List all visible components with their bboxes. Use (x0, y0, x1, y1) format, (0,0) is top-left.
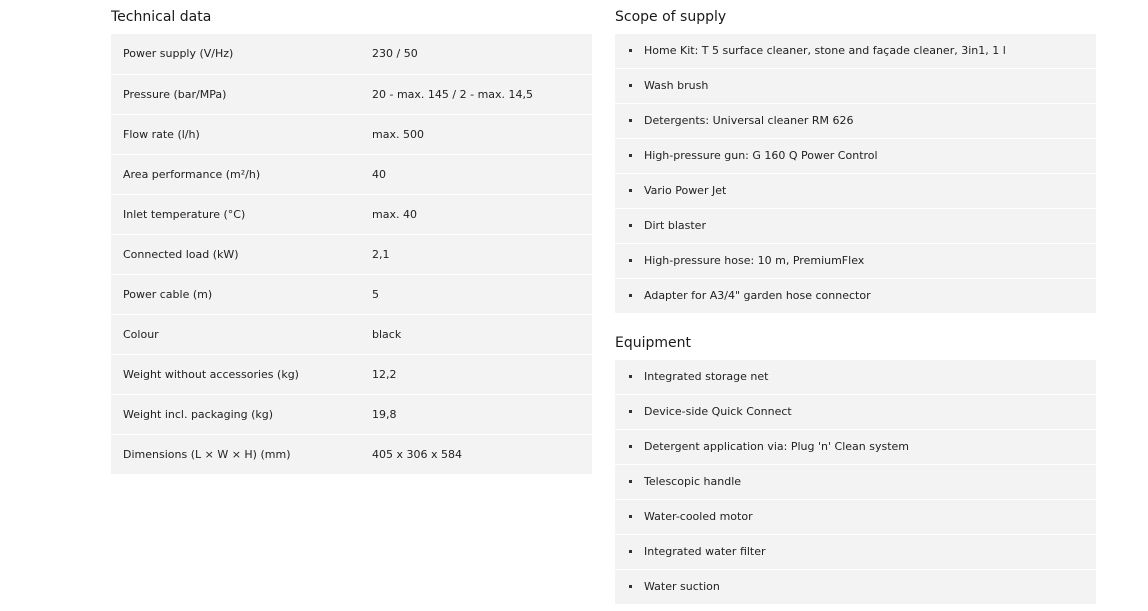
list-item (615, 535, 1096, 570)
spec-value: 5 (372, 274, 592, 314)
bullet-icon (629, 189, 632, 192)
bullet-icon (629, 119, 632, 122)
spec-value: max. 500 (372, 114, 592, 154)
table-row (111, 234, 592, 274)
spec-label: Inlet temperature (°C) (111, 194, 372, 234)
spec-label: Flow rate (l/h) (111, 114, 372, 154)
list-item-text: Dirt blaster (644, 219, 706, 232)
bullet-icon (629, 550, 632, 553)
list-item-text: Integrated storage net (644, 370, 769, 383)
bullet-icon (629, 49, 632, 52)
list-item (615, 69, 1096, 104)
list-item (615, 104, 1096, 139)
scope-of-supply-section (615, 8, 1096, 314)
bullet-icon (629, 259, 632, 262)
bullet-icon (629, 154, 632, 157)
list-item (615, 360, 1096, 395)
spec-label: Colour (111, 314, 372, 354)
table-row (111, 274, 592, 314)
spec-label: Power cable (m) (111, 274, 372, 314)
list-item-text: High-pressure gun: G 160 Q Power Control (644, 149, 878, 162)
table-row (111, 74, 592, 114)
list-item-text: Detergents: Universal cleaner RM 626 (644, 114, 854, 127)
list-item-text: Detergent application via: Plug 'n' Clean system (644, 440, 909, 453)
spec-value: 20 - max. 145 / 2 - max. 14,5 (372, 74, 592, 114)
spec-value: 12,2 (372, 354, 592, 394)
bullet-icon (629, 224, 632, 227)
table-row (111, 114, 592, 154)
technical-data-table (111, 34, 592, 475)
equipment-section (615, 334, 1096, 605)
list-item-text: Wash brush (644, 79, 709, 92)
list-item (615, 465, 1096, 500)
spec-label: Weight without accessories (kg) (111, 354, 372, 394)
table-row (111, 434, 592, 474)
table-row (111, 314, 592, 354)
list-item (615, 395, 1096, 430)
scope-of-supply-heading: Scope of supply (615, 9, 727, 25)
spec-label: Weight incl. packaging (kg) (111, 394, 372, 434)
technical-data-heading: Technical data (111, 9, 212, 25)
list-item (615, 139, 1096, 174)
bullet-icon (629, 375, 632, 378)
spec-label: Area performance (m²/h) (111, 154, 372, 194)
spec-value: 230 / 50 (372, 34, 592, 74)
table-row (111, 34, 592, 74)
spec-label: Power supply (V/Hz) (111, 34, 372, 74)
spec-value: 2,1 (372, 234, 592, 274)
spec-label: Connected load (kW) (111, 234, 372, 274)
list-item-text: Device-side Quick Connect (644, 405, 792, 418)
list-item-text: Vario Power Jet (644, 184, 727, 197)
list-item-text: Home Kit: T 5 surface cleaner, stone and façade cleaner, 3in1, 1 l (644, 44, 1006, 57)
list-item (615, 430, 1096, 465)
bullet-icon (629, 410, 632, 413)
bullet-icon (629, 294, 632, 297)
spec-label: Pressure (bar/MPa) (111, 74, 372, 114)
bullet-icon (629, 480, 632, 483)
spec-value: 40 (372, 154, 592, 194)
table-row (111, 154, 592, 194)
equipment-heading: Equipment (615, 335, 691, 351)
spec-value: 405 x 306 x 584 (372, 434, 592, 474)
list-item-text: Telescopic handle (644, 475, 742, 488)
list-item-text: Integrated water filter (644, 545, 766, 558)
spec-value: black (372, 314, 592, 354)
spec-value: max. 40 (372, 194, 592, 234)
technical-data-section (111, 8, 592, 475)
equipment-list (615, 360, 1096, 605)
list-item (615, 209, 1096, 244)
list-item-text: Water suction (644, 580, 720, 593)
right-column (615, 8, 1096, 605)
list-item-text: Adapter for A3/4" garden hose connector (644, 289, 871, 302)
bullet-icon (629, 515, 632, 518)
bullet-icon (629, 445, 632, 448)
bullet-icon (629, 84, 632, 87)
spec-value: 19,8 (372, 394, 592, 434)
scope-of-supply-list (615, 34, 1096, 314)
bullet-icon (629, 585, 632, 588)
list-item (615, 570, 1096, 605)
table-row (111, 354, 592, 394)
spec-label: Dimensions (L × W × H) (mm) (111, 434, 372, 474)
table-row (111, 194, 592, 234)
list-item (615, 34, 1096, 69)
table-row (111, 394, 592, 434)
list-item (615, 500, 1096, 535)
list-item (615, 174, 1096, 209)
list-item (615, 244, 1096, 279)
list-item (615, 279, 1096, 314)
list-item-text: High-pressure hose: 10 m, PremiumFlex (644, 254, 865, 267)
list-item-text: Water-cooled motor (644, 510, 753, 523)
